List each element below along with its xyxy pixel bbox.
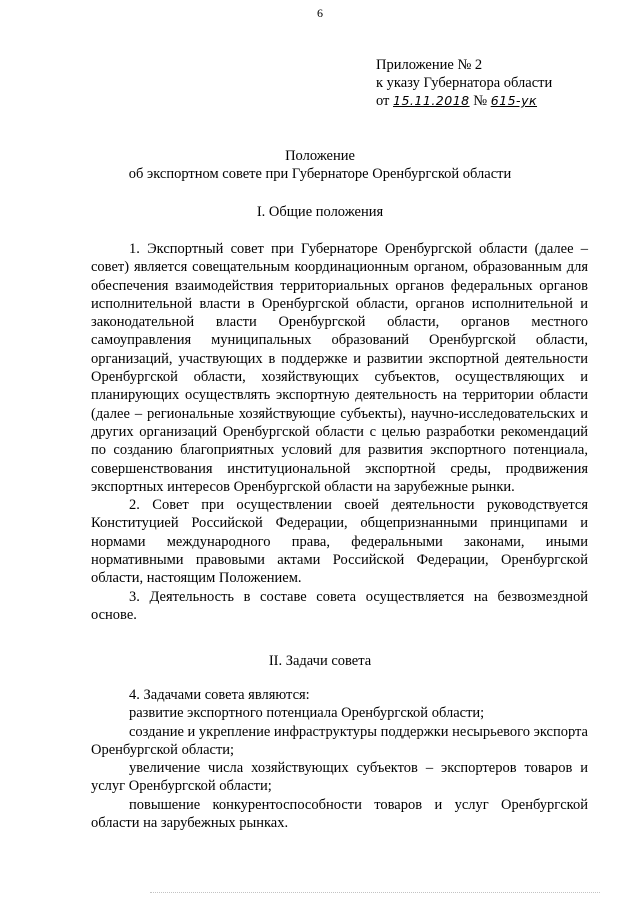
document-title [0,147,640,183]
date-prefix: от [376,93,390,109]
page-number: 6 [317,6,323,20]
number-sign: № [473,93,488,109]
paragraph-2: 2. Совет при осуществлении своей деятельности руководствуется Конституцией Российской Федерации, общепризнанными принципами и нормами международного права, федеральными законами, иными нормативными правовыми актами Российской Федерации, Оренбургской области, настоящим Положением. [91,497,588,587]
task-item: повышение конкурентоспособности товаров и услуг Оренбургской области на зарубежных рынках. [91,796,588,832]
paragraph-3: 3. Деятельность в составе совета осуществляется на безвозмездной основе. [91,588,588,623]
appendix-date-line [376,92,552,110]
task-item: развитие экспортного потенциала Оренбургской области; [129,705,485,722]
title-line-2: об экспортном совете при Губернаторе Оренбургской области [128,166,512,182]
appendix-block [376,56,552,110]
appendix-title: Приложение № 2 [376,57,483,73]
decree-date: 15.11.2018 [393,93,470,108]
decree-number: 615-ук [490,93,538,108]
section-2-heading: II. Задачи совета [268,653,372,669]
title-line-1: Положение [285,148,355,164]
section-2-body [91,686,588,832]
paragraph-1: 1. Экспортный совет при Губернаторе Оренбургской области (далее – совет) является совещательным координационным органом, образованным для обеспечения взаимодействия территориальных органов федеральных органов исполнительной власти в Оренбургской области, органов исполнительной и законодательной власти Оренбургской области, органов местного самоуправления муниципальных образований Оренбургской области, организаций, участвующих в поддержке и развитии экспортной деятельности Оренбургской области, хозяйствующих субъектов, осуществляющих и планирующих осуществлять экспортную деятельность на территории области (далее – региональные хозяйствующие субъекты), научно-исследовательских и других организаций Оренбургской области с целью разработки рекомендаций по созданию благоприятных условий для развития экспортного потенциала, совершенствования институциональной экспортной среды, продвижения экспортных интересов Оренбургской области на зарубежные рынки. [91,241,588,495]
task-item: увеличение числа хозяйствующих субъектов – экспортеров товаров и услуг Оренбургской области; [91,760,588,795]
section-1-heading: I. Общие положения [256,204,384,220]
appendix-decree-ref: к указу Губернатора области [376,75,553,91]
tasks-intro: 4. Задачами совета являются: [129,687,310,703]
task-item: создание и укрепление инфраструктуры поддержки несырьевого экспорта Оренбургской области; [91,723,588,758]
section-1-body [91,240,588,624]
scan-footer-artifact [150,892,600,899]
